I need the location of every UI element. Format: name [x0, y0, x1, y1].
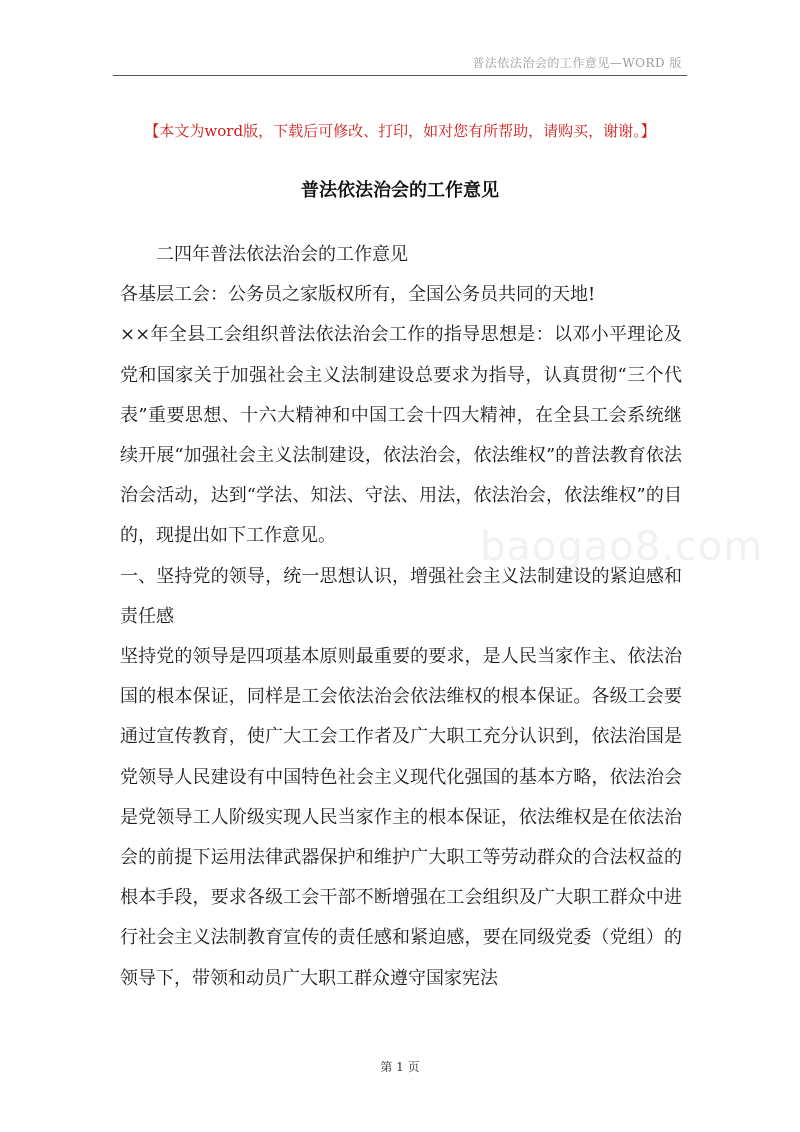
page-header-title: 普法依法治会的工作意见—WORD 版: [472, 56, 682, 70]
page-number: 第 1 页: [380, 1060, 420, 1074]
body-paragraph-leadership: 坚持党的领导是四项基本原则最重要的要求，是人民当家作主、依法治国的根本保证，同样是工会依法治会依法维权的根本保证。各级工会要通过宣传教育，使广大工会工作者及广大职工充分认识到，依法治国是党领导人民建设有中国特色社会主义现代化强国的基本方略，依法治会是党领导工人阶级实现人民当家作主的根本保证，依法维权是在依法治会的前提下运用法律武器保护和维护广大职工等劳动群众的合法权益的根本手段，要求各级工会干部不断增强在工会组织及广大职工群众中进行社会主义法制教育宣传的责任感和紧迫感，要在同级党委（党组）的领导下，带领和动员广大职工群众遵守国家宪法: [120, 646, 682, 989]
document-title: 普法依法治会的工作意见: [301, 180, 499, 201]
body-paragraph-guideline: ××年全县工会组织普法依法治会工作的指导思想是：以邓小平理论及党和国家关于加强社会主义法制建设总要求为指导，认真贯彻“三个代表”重要思想、十六大精神和中国工会十四大精神，在全县工会系统继续开展“加强社会主义法制建设，依法治会，依法维权”的普法教育依法治会活动，达到“学法、知法、守法、用法，依法治会，依法维权”的目的，现提出如下工作意见。: [120, 324, 682, 547]
body-paragraph-salutation: 各基层工会：公务员之家版权所有，全国公务员共同的天地!: [120, 284, 596, 306]
document-body: [120, 235, 682, 999]
body-paragraph-subtitle: 二四年普法依法治会的工作意见: [156, 244, 408, 265]
watermark: baogao8.com: [480, 524, 764, 570]
purchase-notice: 【本文为word版，下载后可修改、打印，如对您有所帮助，请购买，谢谢。】: [144, 122, 656, 140]
header-divider: [113, 75, 687, 76]
body-section-heading: 一、坚持党的领导，统一思想认识，增强社会主义法制建设的紧迫感和责任感: [120, 565, 682, 627]
